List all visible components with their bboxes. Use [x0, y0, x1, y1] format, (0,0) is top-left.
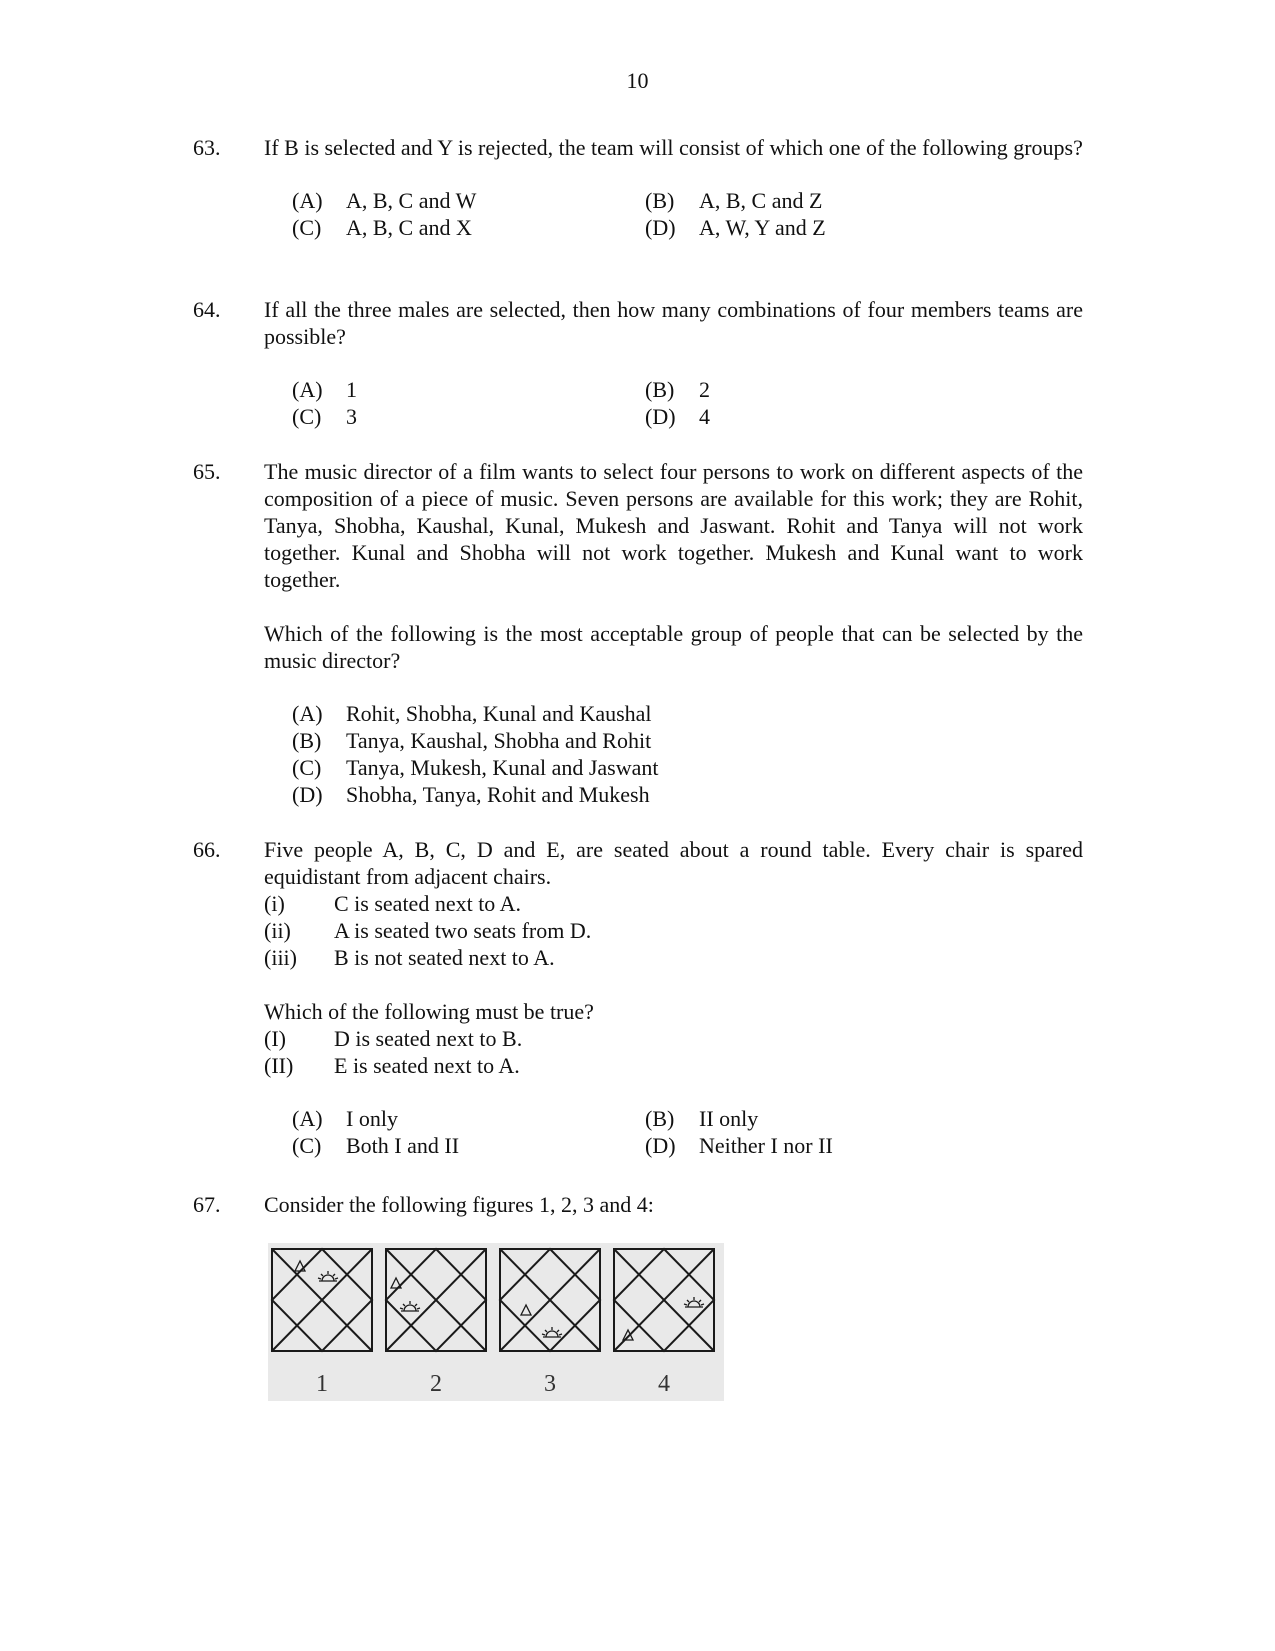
- figure-panel-3: [500, 1249, 600, 1351]
- sun-icon: [318, 1271, 338, 1281]
- figure-svg: [268, 1243, 724, 1401]
- sun-icon: [542, 1327, 562, 1337]
- options-list: [292, 700, 1083, 808]
- sun-ray: [687, 1300, 689, 1302]
- option-a: (A) A, B, C and W: [292, 188, 477, 213]
- sun-arc: [322, 1275, 334, 1281]
- sun-icon: [400, 1301, 420, 1311]
- option-c: (C) Both I and II: [292, 1133, 460, 1158]
- question-number: 63.: [193, 135, 221, 160]
- option-b: (B) Tanya, Kaushal, Shobha and Rohit: [292, 728, 652, 753]
- condition-i: (i) C is seated next to A.: [264, 891, 521, 916]
- figure-panel-1: [272, 1249, 372, 1351]
- triangle-icon: [521, 1305, 531, 1315]
- question-number: 67.: [193, 1192, 221, 1217]
- sun-icon: [684, 1297, 704, 1307]
- question-65: [193, 458, 1083, 808]
- sun-ray: [545, 1330, 547, 1332]
- triangle-icon: [295, 1261, 305, 1271]
- question-number: 66.: [193, 837, 221, 862]
- sun-ray: [400, 1308, 403, 1309]
- sun-arc: [546, 1331, 558, 1337]
- statement-I: (I) D is seated next to B.: [264, 1026, 523, 1051]
- question-67: [193, 1191, 1083, 1218]
- figure-grid-sequence: [268, 1243, 724, 1401]
- options-grid: [292, 376, 1083, 430]
- option-a: (A) I only: [292, 1106, 398, 1131]
- question-prompt: Which of the following is the most acceptable group of people that can be selected by the music director?: [264, 621, 1083, 673]
- sun-ray: [403, 1304, 405, 1306]
- question-text: Five people A, B, C, D and E, are seated about a round table. Every chair is spared equidistant from adjacent chairs.: [264, 837, 1083, 889]
- option-a: (A) 1: [292, 377, 357, 402]
- option-b: (B) A, B, C and Z: [645, 188, 823, 213]
- option-d: (D) Neither I nor II: [645, 1133, 833, 1158]
- question-64: [193, 296, 1083, 430]
- sun-arc: [404, 1305, 416, 1311]
- figure-label-2: 2: [430, 1371, 442, 1397]
- question-63: [193, 134, 1083, 241]
- figure-label-1: 1: [316, 1371, 328, 1397]
- sun-ray: [684, 1304, 687, 1305]
- option-c: (C) 3: [292, 404, 357, 429]
- sun-ray: [335, 1278, 338, 1279]
- condition-iii: (iii) B is not seated next to A.: [264, 945, 555, 970]
- figure-panel-2: [386, 1249, 486, 1351]
- question-prompt: Which of the following must be true?: [264, 999, 594, 1024]
- question-text: If all the three males are selected, then how many combinations of four members teams are possible?: [264, 297, 1083, 349]
- conditions-list: [264, 890, 1083, 971]
- condition-ii: (ii) A is seated two seats from D.: [264, 918, 592, 943]
- statement-II: (II) E is seated next to A.: [264, 1053, 520, 1078]
- options-grid: [292, 187, 1083, 241]
- option-b: (B) 2: [645, 377, 710, 402]
- statements-list: [264, 1025, 1083, 1079]
- page-number: 10: [626, 68, 649, 93]
- sun-ray: [699, 1300, 701, 1302]
- triangle-icon: [623, 1330, 633, 1340]
- question-text: If B is selected and Y is rejected, the team will consist of which one of the following groups?: [264, 135, 1083, 160]
- sun-ray: [557, 1330, 559, 1332]
- option-d: (D) Shobha, Tanya, Rohit and Mukesh: [292, 782, 650, 807]
- figure-label-3: 3: [544, 1371, 556, 1397]
- option-b: (B) II only: [645, 1106, 759, 1131]
- option-d: (D) A, W, Y and Z: [645, 215, 826, 240]
- sun-ray: [415, 1304, 417, 1306]
- option-c: (C) Tanya, Mukesh, Kunal and Jaswant: [292, 755, 659, 780]
- sun-ray: [318, 1278, 321, 1279]
- sun-arc: [688, 1301, 700, 1307]
- figure-label-4: 4: [658, 1371, 670, 1397]
- question-66: [193, 836, 1083, 1159]
- option-a: (A) Rohit, Shobha, Kunal and Kaushal: [292, 701, 652, 726]
- question-number: 65.: [193, 459, 221, 484]
- sun-ray: [559, 1334, 562, 1335]
- figure-panel-4: [614, 1249, 714, 1351]
- sun-ray: [321, 1274, 323, 1276]
- question-text: Consider the following figures 1, 2, 3 and 4:: [264, 1192, 654, 1217]
- option-c: (C) A, B, C and X: [292, 215, 472, 240]
- sun-ray: [333, 1274, 335, 1276]
- sun-ray: [417, 1308, 420, 1309]
- question-text: The music director of a film wants to select four persons to work on different aspects of the composition of a piece of music. Seven persons are available for this work; they are Rohit, Tanya, Shobha, Kaushal, Kunal, Mukesh and Jaswant. Rohit and Tanya will not work together. Kunal and Shobha will not work together. Mukesh and Kunal want to work together.: [264, 459, 1083, 592]
- option-d: (D) 4: [645, 404, 710, 429]
- sun-ray: [542, 1334, 545, 1335]
- options-grid: [292, 1105, 1083, 1159]
- sun-ray: [701, 1304, 704, 1305]
- question-number: 64.: [193, 297, 221, 322]
